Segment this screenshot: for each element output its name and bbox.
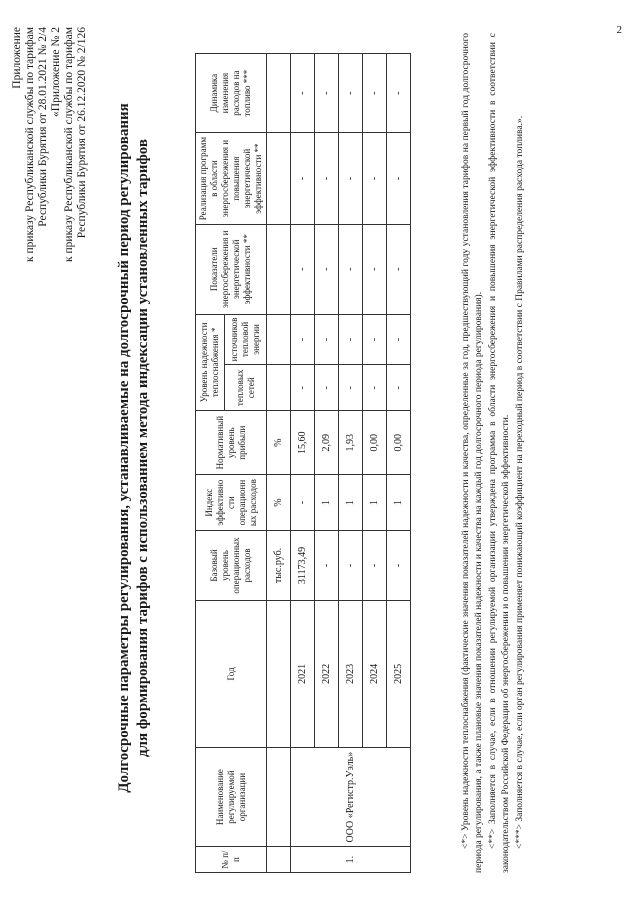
cell-index: 1 [363, 475, 387, 531]
cell-rel-sources: - [291, 314, 315, 365]
units-cell [267, 133, 291, 225]
cell-year: 2025 [387, 600, 411, 747]
header-line: к приказу Республиканской службы по тарифам [24, 27, 36, 262]
footnote-1: <*> Уровень надежности теплоснабжения (фактические значения показателей надежности и качества, определенные за год, предшествующий году установления тарифов на первый год долгосрочного периода регулирования, а также плановые значения показателей надежности и качества на каждый год долгосрочного периода регулирования). [461, 33, 484, 873]
cell-programs: - [291, 133, 315, 225]
header-line: Приложение [11, 27, 23, 89]
cell-rel-sources: - [363, 314, 387, 365]
units-row [267, 54, 291, 873]
footnotes [460, 33, 529, 873]
units-cell [267, 747, 291, 846]
cell-programs: - [339, 133, 363, 225]
cell-programs: - [363, 133, 387, 225]
page-number: 2 [616, 24, 622, 36]
cell-profit: 0,00 [387, 411, 411, 475]
units-profit: % [267, 411, 291, 475]
cell-rel-networks: - [315, 365, 339, 411]
cell-year: 2024 [363, 600, 387, 747]
cell-rel-networks: - [387, 365, 411, 411]
units-cell [267, 54, 291, 133]
cell-rel-networks: - [339, 365, 363, 411]
col-programs-header: Реализация программ в области энергосбережения и повышения энергетической эффективности ** [196, 133, 267, 225]
units-cell [267, 600, 291, 747]
cell-index: 1 [387, 475, 411, 531]
title-line-1: Долгосрочные параметры регулирования, устанавливаемые на долгосрочный период регулирования [116, 103, 132, 793]
cell-fuel: - [387, 54, 411, 133]
cell-profit: 15,60 [291, 411, 315, 475]
col-profit-header: Нормативный уровень прибыли [196, 411, 267, 475]
cell-profit: 0,00 [363, 411, 387, 475]
col-org-header: Наименование регулируемой организации [196, 747, 267, 846]
cell-energy: - [363, 224, 387, 314]
cell-energy: - [387, 224, 411, 314]
cell-rel-sources: - [387, 314, 411, 365]
cell-year: 2021 [291, 600, 315, 747]
cell-fuel: - [363, 54, 387, 133]
cell-energy: - [291, 224, 315, 314]
cell-fuel: - [291, 54, 315, 133]
footnote-2: <**> Заполняется в случае, если в отношении регулируемой организации утверждена программа в области энергосбережения и повышения энергетической эффективности в соответствии с законодательством Российской Федерации об энергосбережении и о повышении энергетической эффективности. [488, 33, 511, 873]
org-number: 1. [291, 847, 411, 873]
cell-rel-networks: - [291, 365, 315, 411]
col-base-header: Базовый уровень операционных расходов [196, 531, 267, 601]
col-reliability-header: Уровень надежности теплоснабжения * [196, 314, 225, 411]
cell-base: - [315, 531, 339, 601]
cell-energy: - [315, 224, 339, 314]
units-cell [267, 314, 291, 365]
cell-rel-sources: - [315, 314, 339, 365]
cell-index: 1 [315, 475, 339, 531]
col-rel-networks-header: тепловых сетей [225, 365, 267, 411]
cell-base: - [363, 531, 387, 601]
document-title [115, 33, 153, 863]
org-name: ООО «Регистр.Уэль» [291, 747, 411, 846]
cell-year: 2022 [315, 600, 339, 747]
order-header [11, 27, 89, 387]
header-line: «Приложение № 2 [50, 27, 62, 117]
cell-year: 2023 [339, 600, 363, 747]
units-base: тыс.руб. [267, 531, 291, 601]
cell-profit: 2,09 [315, 411, 339, 475]
cell-index: 1 [339, 475, 363, 531]
footnote-3: <***> Заполняется в случае, если орган регулирования применяет понижающий коэффициент на переходный период в соответствии с Правилами распределения расхода топлива.». [515, 115, 525, 849]
cell-programs: - [315, 133, 339, 225]
col-rel-sources-header: источников тепловой энергии [225, 314, 267, 365]
cell-fuel: - [339, 54, 363, 133]
cell-rel-sources: - [339, 314, 363, 365]
col-fuel-header: Динамика изменения расходов на топливо *** [196, 54, 267, 133]
header-line: Республики Бурятия от 28.01.2021 № 2/4 [37, 27, 49, 227]
units-cell [267, 224, 291, 314]
cell-base: 31173,49 [291, 531, 315, 601]
cell-profit: 1,93 [339, 411, 363, 475]
units-index: % [267, 475, 291, 531]
cell-programs: - [387, 133, 411, 225]
cell-base: - [339, 531, 363, 601]
title-line-2: для формирования тарифов с использованием метода индексации установленных тарифов [135, 138, 151, 758]
cell-energy: - [339, 224, 363, 314]
units-cell [267, 847, 291, 873]
regulation-parameters-table [195, 53, 411, 873]
units-cell [267, 365, 291, 411]
col-index-header: Индекс эффективно сти операционн ых расходов [196, 475, 267, 531]
header-line: к приказу Республиканской службы по тарифам [63, 27, 75, 262]
cell-index: - [291, 475, 315, 531]
table-row [291, 54, 315, 873]
rotated-page-content [5, 13, 625, 893]
col-year-header: Год [196, 600, 267, 747]
cell-rel-networks: - [363, 365, 387, 411]
cell-fuel: - [315, 54, 339, 133]
cell-base: - [387, 531, 411, 601]
col-energy-header: Показатели энергосбережения и энергетической эффективности ** [196, 224, 267, 314]
col-num-header: № п/п [196, 847, 267, 873]
header-line: Республики Бурятия от 26.12.2020 № 2/126 [76, 27, 88, 239]
header-row [196, 54, 225, 873]
